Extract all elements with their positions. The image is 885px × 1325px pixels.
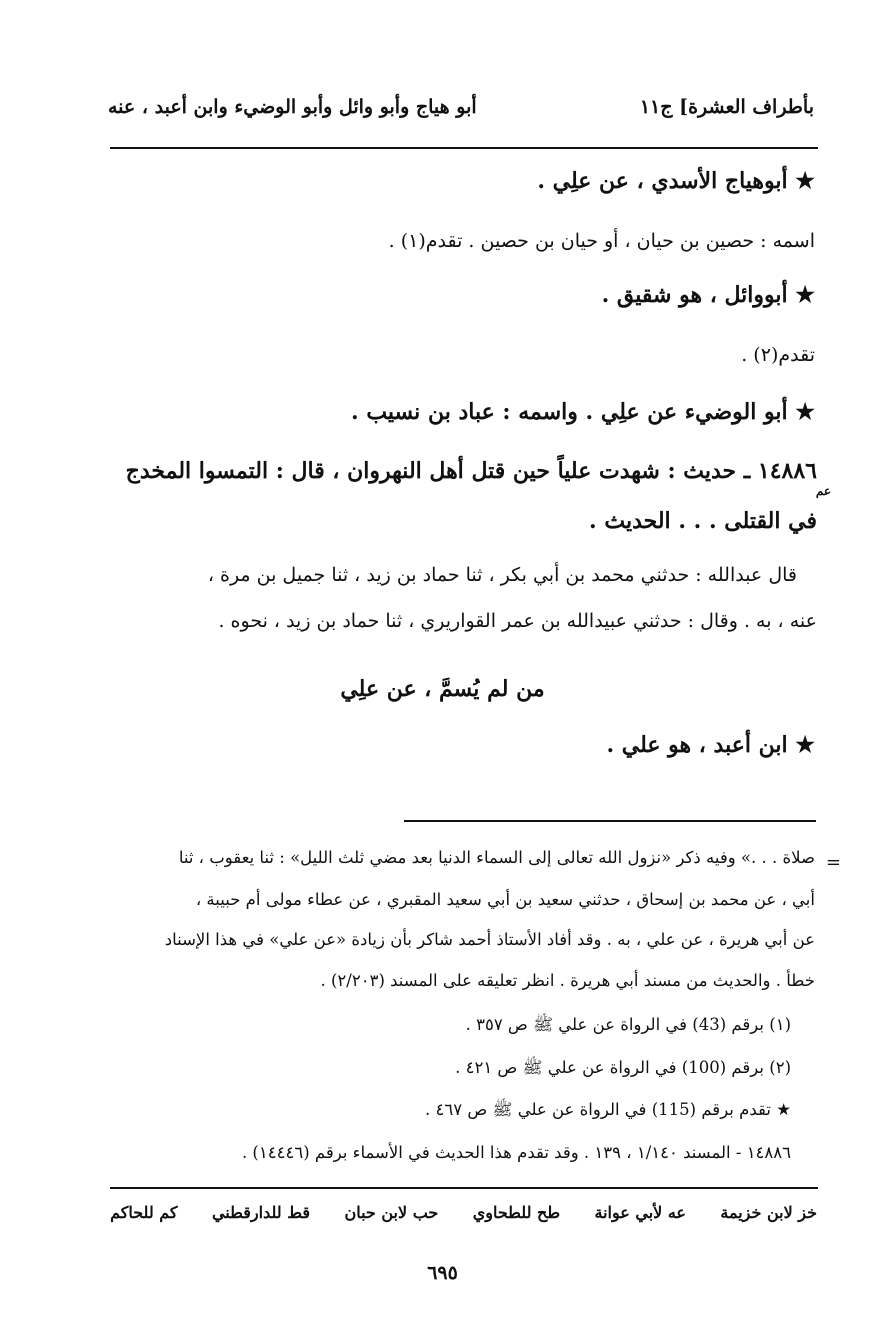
continuation-mark: =	[825, 852, 841, 873]
abbreviations-rule	[110, 1187, 818, 1189]
entry-abu-wail-note: تقدم(٢) .	[741, 344, 815, 366]
footnote-cont-line4: خطأ . والحديث من مسند أبي هريرة . انظر تعليقه على المسند (٢/٢٠٣) .	[320, 971, 815, 990]
abbr-daraqutni: قط للدارقطني	[211, 1203, 311, 1222]
entry-ibn-abd: ★ ابن أعبد ، هو علي .	[606, 732, 815, 758]
abbr-khuzayma: خز لابن خزيمة	[720, 1203, 817, 1222]
hadith-text-line2: في القتلى . . . الحديث .	[589, 508, 817, 534]
footnote-cont-line3: عن أبي هريرة ، عن علي ، به . وقد أفاد الأستاذ أحمد شاكر بأن زيادة «عن علي» في هذا الإسناد	[164, 930, 815, 949]
hadith-text-line1: ١٤٨٨٦ ـ حديث : شهدت علياً حين قتل أهل النهروان ، قال : التمسوا المخدج	[125, 458, 817, 484]
entry-abu-wadi: ★ أبو الوضيء عن علِي . واسمه : عباد بن نسيب .	[351, 399, 815, 425]
entry-abu-hayyaj: ★ أبوهياج الأسدي ، عن علِي .	[537, 168, 815, 194]
footnote-cont-line2: أبي ، عن محمد بن إسحاق ، حدثني سعيد بن أبي سعيد المقبري ، عن عطاء مولى أم حبيبة ،	[195, 890, 815, 909]
isnad-line1: قال عبدالله : حدثني محمد بن أبي بكر ، ثنا حماد بن زيد ، ثنا جميل بن مرة ،	[207, 564, 797, 586]
entry-abu-hayyaj-note: اسمه : حصين بن حيان ، أو حيان بن حصين . تقدم(١) .	[388, 230, 815, 252]
running-header	[108, 92, 814, 128]
footnote-2: (٢) برقم (100) في الرواة عن علي ﷺ ص ٤٢١ .	[455, 1058, 791, 1077]
header-topic: أبو هياج وأبو وائل وأبو الوضيء وابن أعبد ، عنه	[108, 96, 477, 118]
header-rule	[110, 147, 818, 149]
abbr-awana: عه لأبي عوانة	[594, 1203, 686, 1222]
entry-abu-wail: ★ أبووائل ، هو شقيق .	[601, 282, 815, 308]
page-number: ٦٩٥	[427, 1262, 458, 1284]
hadith-mark: عم	[815, 484, 831, 498]
isnad-line2: عنه ، به . وقال : حدثني عبيدالله بن عمر القواريري ، ثنا حماد بن زيد ، نحوه .	[218, 610, 817, 632]
footnote-4: ١٤٨٨٦ - المسند ١/١٤٠ ، ١٣٩ . وقد تقدم هذا الحديث في الأسماء برقم (١٤٤٤٦) .	[241, 1143, 791, 1162]
abbreviations-bar	[110, 1203, 817, 1222]
abbr-hibban: حب لابن حبان	[344, 1203, 439, 1222]
abbr-tahawi: طح للطحاوي	[472, 1203, 561, 1222]
footnote-1: (١) برقم (43) في الرواة عن علي ﷺ ص ٣٥٧ .	[465, 1015, 791, 1034]
footnote-cont-line1: صلاة . . .» وفيه ذكر «نزول الله تعالى إلى السماء الدنيا بعد مضي ثلث الليل» : ثنا يعقوب ، ثنا	[178, 848, 815, 867]
header-volume: بأطراف العشرة] ج١١	[639, 96, 814, 118]
section-heading: من لم يُسمَّ ، عن علِي	[340, 676, 545, 702]
footnote-rule	[404, 820, 816, 822]
abbr-hakim: كم للحاكم	[110, 1203, 178, 1222]
footnote-3: ★ تقدم برقم (115) في الرواة عن علي ﷺ ص ٤٦٧ .	[424, 1100, 791, 1119]
